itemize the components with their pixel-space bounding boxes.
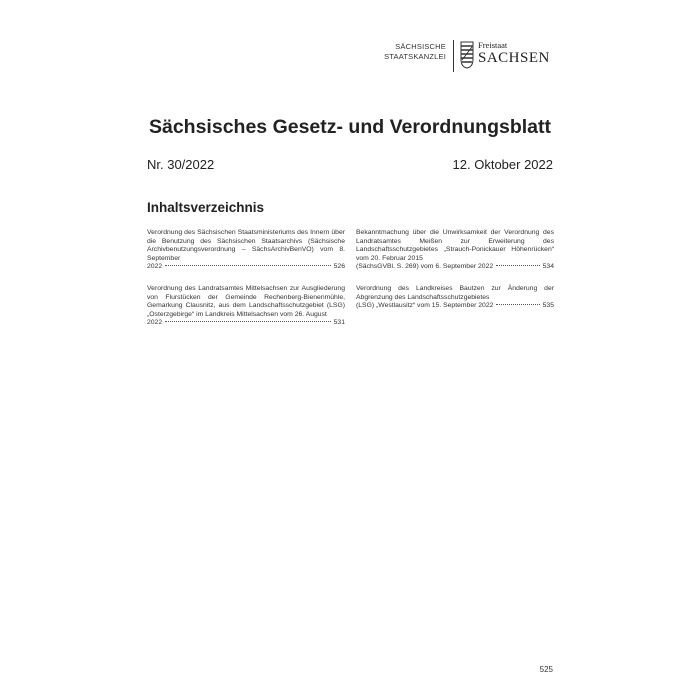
freistaat-label: Freistaat bbox=[478, 40, 508, 50]
toc-entry[interactable] bbox=[356, 285, 554, 311]
toc-entry-page: 534 bbox=[542, 263, 554, 271]
toc-entry-text-end: 2022 bbox=[147, 319, 163, 327]
dot-leader bbox=[165, 265, 331, 266]
toc-entry-page: 531 bbox=[333, 319, 345, 327]
logo-divider bbox=[453, 40, 454, 72]
toc-entry-text: Bekanntmachung über die Unwirksamkeit der Verordnung des Landratsamtes Meißen zur Erweiterung des Landschaftsschutzgebietes „Strauch-Ponickauer Höhenrücken“ vom 20. Februar 2015 bbox=[356, 229, 554, 262]
sachsen-label: SACHSEN bbox=[478, 50, 550, 66]
staatskanzlei-label bbox=[384, 42, 446, 62]
page-number: 525 bbox=[539, 665, 553, 674]
toc-column-right bbox=[356, 229, 554, 324]
header-logo bbox=[384, 40, 556, 74]
toc-heading: Inhaltsverzeichnis bbox=[147, 200, 265, 215]
toc-column-left bbox=[147, 229, 345, 341]
toc-entry-text-end: (SächsGVBl. S. 269) vom 6. September 2022 bbox=[356, 263, 494, 271]
issue-number: Nr. 30/2022 bbox=[147, 157, 215, 172]
dot-leader bbox=[165, 321, 331, 322]
toc-entry-page: 526 bbox=[333, 263, 345, 271]
toc-entry-text-end: (LSG) „Westlausitz“ vom 15. September 2022 bbox=[356, 302, 494, 310]
kanzlei-line-1: SÄCHSISCHE bbox=[395, 42, 446, 51]
toc-entry-page: 535 bbox=[542, 302, 554, 310]
toc-entry[interactable] bbox=[356, 229, 554, 272]
toc-entry[interactable] bbox=[147, 285, 345, 328]
toc-entry-text: Verordnung des Landkreises Bautzen zur Änderung der Abgrenzung des Landschaftsschutzgebietes bbox=[356, 284, 554, 301]
toc-entry-text: Verordnung des Sächsischen Staatsministeriums des Innern über die Benutzung des Sächsischen Staatsarchivs (Sächsische Archivbenutzungsverordnung – SächsArchivBenVO) vom 8. September bbox=[147, 229, 345, 262]
toc-entry[interactable] bbox=[147, 229, 345, 272]
kanzlei-line-2: STAATSKANZLEI bbox=[384, 52, 446, 61]
freistaat-sachsen-wordmark bbox=[478, 40, 558, 67]
document-title: Sächsisches Gesetz- und Verordnungsblatt bbox=[148, 116, 552, 138]
dot-leader bbox=[496, 304, 539, 305]
issue-date: 12. Oktober 2022 bbox=[452, 157, 553, 172]
dot-leader bbox=[496, 265, 540, 266]
coat-of-arms-icon bbox=[460, 41, 474, 69]
toc-entry-text: Verordnung des Landratsamtes Mittelsachsen zur Ausgliederung von Flurstücken der Gemeinde Rechenberg-Bienenmühle, Gemarkung Clausnitz, aus dem Landschaftsschutzgebiet (LSG) „Osterzgebirge“ im Landkreis Mittelsachsen vom 26. August bbox=[147, 284, 345, 318]
toc-entry-text-end: 2022 bbox=[147, 263, 163, 271]
